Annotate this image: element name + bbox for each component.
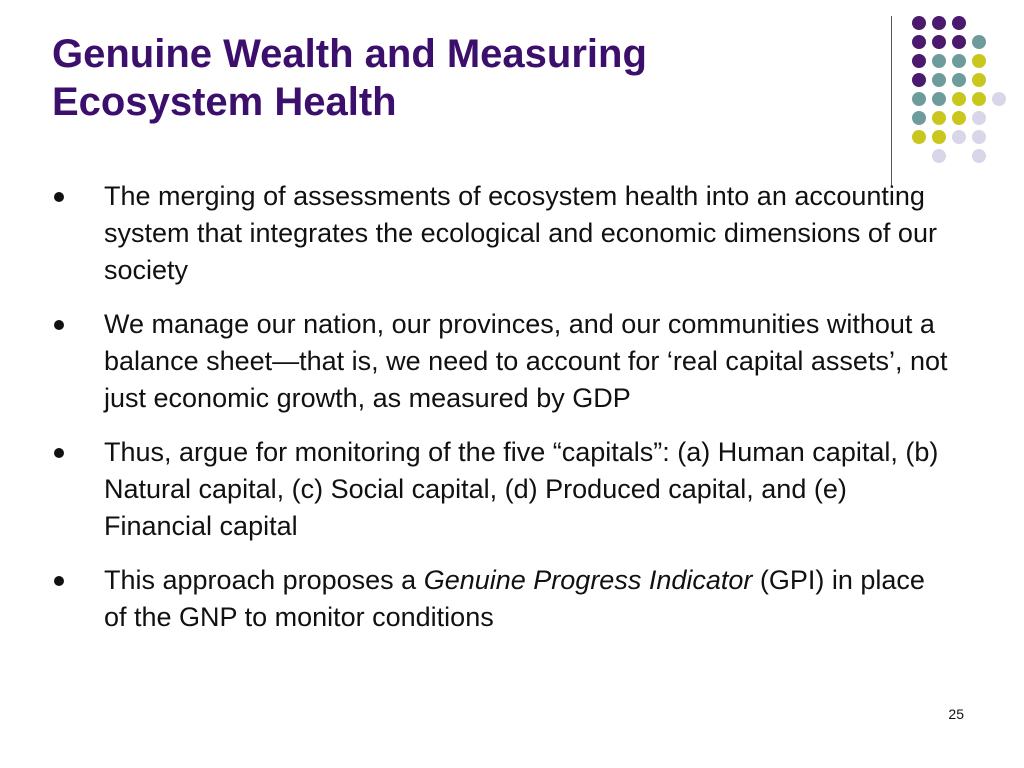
decor-dot: [952, 111, 966, 125]
decor-dot: [932, 16, 946, 30]
decor-dot: [952, 35, 966, 49]
decor-dot: [972, 130, 986, 144]
title-divider-line: [891, 16, 892, 186]
bullet-text: We manage our nation, our provinces, and our communities without a balance sheet—that is, we need to account for ‘real capital assets’, not just economic growth, as measured by GDP: [104, 309, 948, 413]
decor-dot: [972, 54, 986, 68]
decor-dot: [972, 73, 986, 87]
decor-dot: [912, 111, 926, 125]
bullet-text-suffix: (GPI) in place of the GNP to monitor conditions: [104, 565, 925, 632]
bullet-text: Thus, argue for monitoring of the five “capitals”: (a) Human capital, (b) Natural capital, (c) Social capital, (d) Produced capital, and (e) Financial capital: [104, 437, 939, 541]
decor-dot: [932, 111, 946, 125]
decor-dot: [972, 92, 986, 106]
decor-dot: [952, 16, 966, 30]
bullet-item: [54, 306, 954, 417]
bullet-item: [54, 178, 954, 289]
bullet-item: [54, 562, 954, 636]
decor-dot: [932, 130, 946, 144]
decor-dot: [932, 35, 946, 49]
decor-dot: [932, 73, 946, 87]
decor-dot: [912, 16, 926, 30]
decor-dot: [992, 92, 1006, 106]
decor-dot: [932, 92, 946, 106]
decor-dot: [932, 149, 946, 163]
bullet-dot-icon: [54, 448, 64, 458]
slide-title: [52, 30, 852, 126]
bullet-text-emphasis: Genuine Progress Indicator: [423, 565, 753, 595]
decor-dot: [952, 54, 966, 68]
decor-dot: [912, 130, 926, 144]
decor-dot: [952, 73, 966, 87]
decor-dot: [912, 92, 926, 106]
decor-dot: [952, 92, 966, 106]
decor-dot: [912, 73, 926, 87]
bullet-text-prefix: This approach proposes a: [104, 565, 424, 595]
decorative-dot-grid: [902, 14, 1012, 164]
decor-dot: [912, 54, 926, 68]
bullet-list: [54, 178, 954, 653]
bullet-text: [104, 565, 925, 632]
bullet-text: The merging of assessments of ecosystem health into an accounting system that integrates the ecological and economic dimensions of our society: [104, 181, 937, 285]
bullet-dot-icon: [54, 320, 64, 330]
bullet-dot-icon: [54, 192, 64, 202]
slide-number: 25: [948, 706, 964, 722]
slide-title-line-1: Genuine Wealth and Measuring: [52, 32, 647, 76]
slide-title-line-2: Ecosystem Health: [52, 80, 397, 124]
decor-dot: [952, 130, 966, 144]
bullet-dot-icon: [54, 576, 64, 586]
decor-dot: [972, 111, 986, 125]
decor-dot: [932, 54, 946, 68]
decor-dot: [972, 35, 986, 49]
decor-dot: [912, 35, 926, 49]
decor-dot: [972, 149, 986, 163]
bullet-item: [54, 434, 954, 545]
